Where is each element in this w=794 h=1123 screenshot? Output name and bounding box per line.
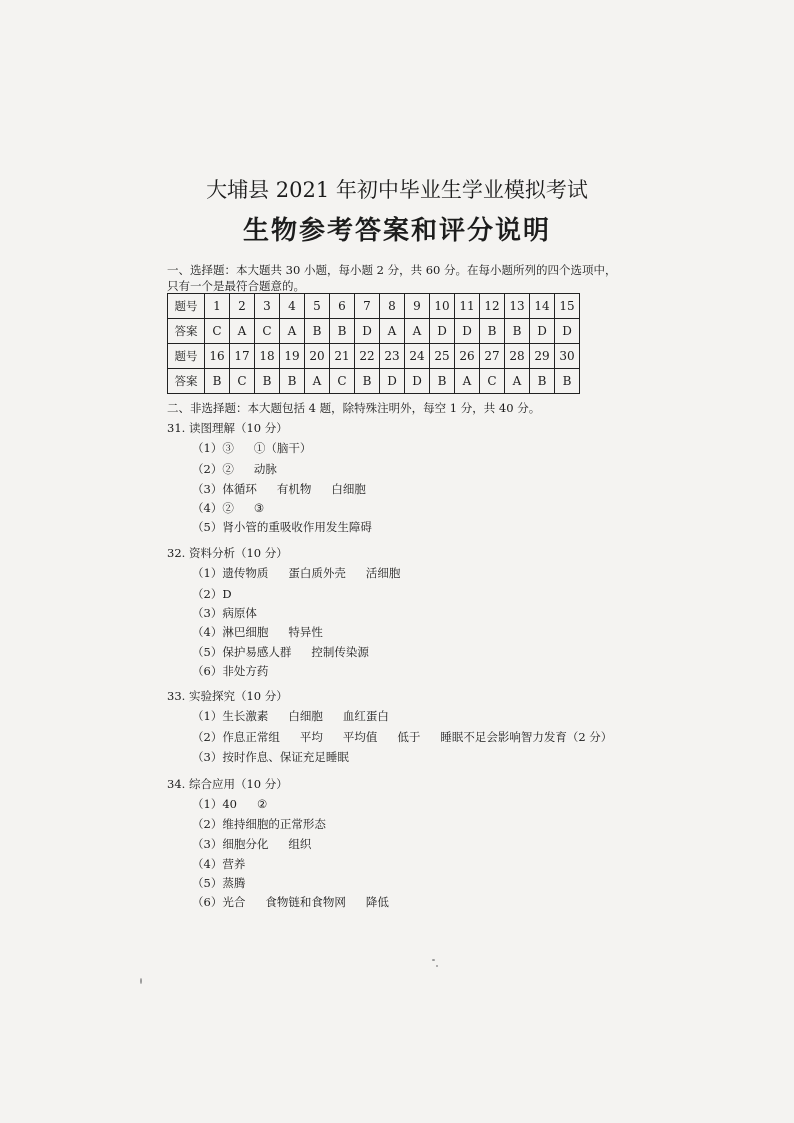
table-cell: C [255,319,280,344]
answer-line [192,500,264,516]
table-cell: 8 [380,294,405,319]
answer-line [192,586,232,602]
question-title: 34. 综合应用（10 分） [167,777,288,791]
answer-text: 特异性 [288,625,323,639]
answer-line [192,519,372,535]
answer-text: 平均 [299,730,323,744]
question-title: 33. 实验探究（10 分） [167,689,288,703]
answer-text: 睡眠不足会影响智力发育（2 分） [440,730,613,744]
table-cell: 10 [430,294,455,319]
answer-text: （2）② [192,462,234,476]
answer-line [192,481,366,497]
answer-line [192,856,245,872]
table-cell: 5 [305,294,330,319]
answer-line [192,605,257,621]
answer-text: （3）体循环 [192,482,257,496]
section1-intro: 一、选择题：本大题共 30 小题，每小题 2 分，共 60 分。在每小题所列的四个选项中，只有一个是最符合题意的。 [167,263,617,293]
answer-text: （5）肾小管的重吸收作用发生障碍 [192,520,372,534]
table-cell: C [480,369,505,394]
table-cell: B [430,369,455,394]
answer-line [192,749,349,765]
table-cell: B [505,319,530,344]
table-cell: D [355,319,380,344]
scan-speck [140,978,142,984]
answer-line [192,796,267,812]
table-cell: 13 [505,294,530,319]
table-cell: A [305,369,330,394]
table-cell: 3 [255,294,280,319]
answer-line [192,440,311,456]
answer-text: （6）光合 [192,895,246,909]
answer-text: （4）营养 [192,857,246,871]
answer-line [192,708,389,724]
answer-line [192,836,311,852]
table-cell: D [380,369,405,394]
question-title: 32. 资料分析（10 分） [167,546,288,560]
answer-text: （1）遗传物质 [192,566,269,580]
table-cell: 7 [355,294,380,319]
answer-text: （2）作息正常组 [192,730,280,744]
answer-line [192,461,277,477]
table-cell: C [330,369,355,394]
table-cell: 1 [205,294,230,319]
table-cell: D [455,319,480,344]
table-cell: B [330,319,355,344]
answer-text: 组织 [288,837,312,851]
table-cell: 16 [205,344,230,369]
answer-line [192,894,389,910]
answer-key-title: 生物参考答案和评分说明 [242,216,551,246]
table-cell: 11 [455,294,480,319]
table-cell: B [555,369,580,394]
table-cell: 25 [430,344,455,369]
answer-text: （1）③ [192,441,234,455]
table-cell: 26 [455,344,480,369]
answer-text: 有机物 [276,482,312,496]
answer-text: （5）保护易感人群 [192,645,292,659]
answer-line [192,875,245,891]
table-cell: C [205,319,230,344]
table-cell: 19 [280,344,305,369]
answer-text: 降低 [365,895,389,909]
answer-table [167,293,580,394]
answer-text: （1）生长激素 [192,709,269,723]
table-cell: 2 [230,294,255,319]
answer-line [192,624,323,640]
answer-text: ①（脑干） [253,441,312,455]
answer-text: （1）40 [192,797,237,811]
answer-line [192,644,369,660]
section2-intro: 二、非选择题：本大题包括 4 题，除特殊注明外，每空 1 分，共 40 分。 [167,401,541,415]
table-cell: D [555,319,580,344]
row-label: 题号 [168,344,205,369]
table-cell: 23 [380,344,405,369]
table-cell: 9 [405,294,430,319]
table-cell: A [380,319,405,344]
scan-speck [432,959,435,961]
answer-text: （3）按时作息、保证充足睡眠 [192,750,349,764]
answer-text: ② [256,797,268,811]
answer-text: 白细胞 [288,709,323,723]
answer-text: 动脉 [253,462,277,476]
answer-text: （2）D [192,587,232,601]
answer-text: 血红蛋白 [342,709,389,723]
table-cell: 14 [530,294,555,319]
table-cell: 21 [330,344,355,369]
table-cell: A [280,319,305,344]
table-cell: 20 [305,344,330,369]
table-cell: C [230,369,255,394]
answer-text: 控制传染源 [311,645,369,659]
table-cell: 29 [530,344,555,369]
table-cell: B [355,369,380,394]
table-cell: D [405,369,430,394]
table-cell: 4 [280,294,305,319]
table-row [168,344,580,369]
answer-text: （6）非处方药 [192,664,269,678]
table-cell: 27 [480,344,505,369]
table-row [168,319,580,344]
answer-text: 活细胞 [365,566,401,580]
table-cell: A [455,369,480,394]
answer-text: （4）② [192,501,234,515]
answer-text: 平均值 [342,730,378,744]
answer-text: ③ [253,501,265,515]
table-cell: 17 [230,344,255,369]
row-label: 答案 [168,319,205,344]
answer-text: 低于 [397,730,421,744]
answer-line [192,565,400,581]
answer-text: （3）病原体 [192,606,257,620]
row-label: 答案 [168,369,205,394]
table-cell: B [280,369,305,394]
answer-text: （2）维持细胞的正常形态 [192,817,326,831]
table-cell: B [205,369,230,394]
scan-speck [436,965,438,967]
table-cell: A [230,319,255,344]
table-cell: B [530,369,555,394]
answer-text: （4）淋巴细胞 [192,625,269,639]
table-cell: A [505,369,530,394]
table-cell: B [255,369,280,394]
question-title: 31. 读图理解（10 分） [167,421,288,435]
table-cell: 28 [505,344,530,369]
answer-text: 白细胞 [331,482,366,496]
table-cell: B [305,319,330,344]
table-cell: D [430,319,455,344]
answer-text: 蛋白质外壳 [288,566,346,580]
table-cell: 22 [355,344,380,369]
answer-line [192,663,268,679]
table-cell: 12 [480,294,505,319]
answer-text: （3）细胞分化 [192,837,269,851]
row-label: 题号 [168,294,205,319]
table-cell: 18 [255,344,280,369]
table-row [168,369,580,394]
exam-title: 大埔县 2021 年初中毕业生学业模拟考试 [206,178,588,202]
answer-line [192,729,612,745]
answer-text: 食物链和食物网 [265,895,346,909]
table-cell: 6 [330,294,355,319]
table-cell: A [405,319,430,344]
table-cell: 24 [405,344,430,369]
answer-line [192,816,326,832]
table-cell: D [530,319,555,344]
table-row [168,294,580,319]
table-cell: 15 [555,294,580,319]
answer-text: （5）蒸腾 [192,876,246,890]
table-cell: 30 [555,344,580,369]
table-cell: B [480,319,505,344]
